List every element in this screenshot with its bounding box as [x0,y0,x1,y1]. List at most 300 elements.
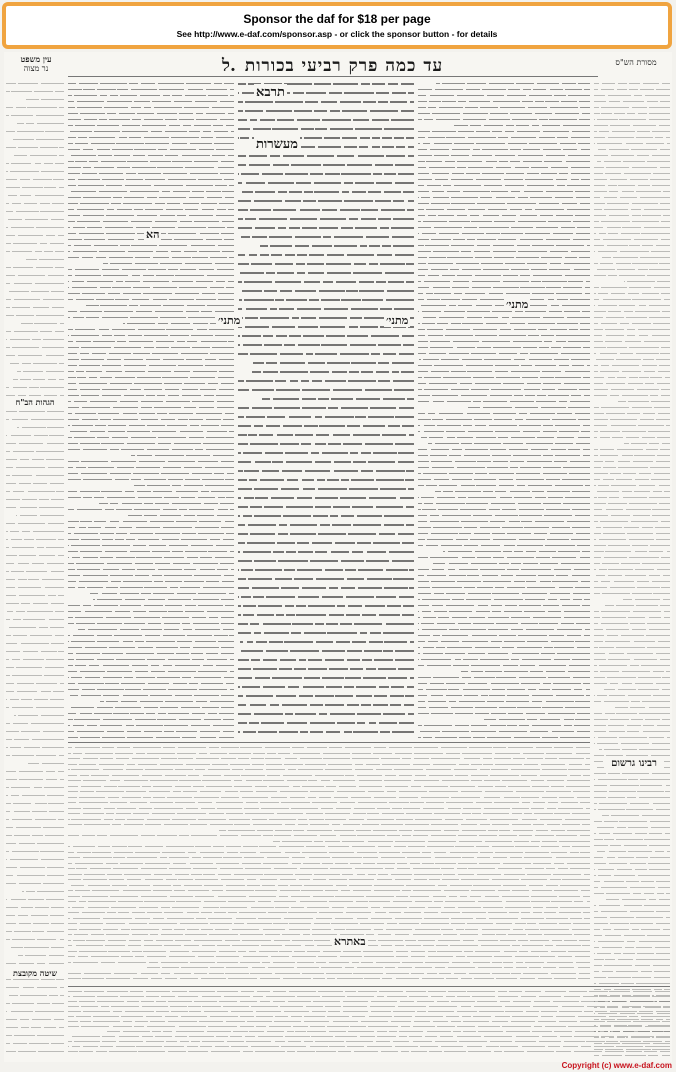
word-gap [196,818,198,821]
word-gap [507,400,510,403]
word-gap [212,472,214,475]
word-gap [475,556,477,559]
word-gap [570,238,572,241]
word-gap [111,867,113,870]
word-gap [564,520,567,523]
word-gap [501,274,503,277]
word-gap [75,682,78,685]
sponsor-subtitle[interactable]: See http://www.e-daf.com/sponsor.asp - or click the sponsor button - for details [176,29,498,39]
text-line [6,291,64,292]
word-gap [213,184,215,187]
word-gap [256,851,259,854]
word-gap [379,757,381,760]
text-line [418,731,590,732]
word-gap [444,400,447,403]
word-gap [365,790,368,793]
word-gap [312,774,314,777]
word-gap [651,172,653,175]
word-gap [247,906,250,909]
word-gap [511,358,514,361]
word-gap [45,378,47,381]
word-gap [342,91,344,94]
word-gap [577,100,579,103]
word-gap [382,785,385,788]
word-gap [378,208,381,211]
word-gap [607,178,610,181]
word-gap [203,364,206,367]
word-gap [49,946,51,949]
word-gap [389,559,392,562]
word-gap [577,939,579,942]
word-gap [218,160,221,163]
word-gap [206,917,208,920]
word-gap [658,520,661,523]
word-gap [405,397,407,400]
word-gap [494,376,496,379]
text-line [68,221,234,222]
word-gap [162,628,165,631]
word-gap [518,917,521,920]
word-gap [376,613,379,616]
word-gap [617,250,620,253]
word-gap [282,823,285,826]
word-gap [352,867,355,870]
word-gap [530,900,532,903]
word-gap [73,124,75,127]
word-gap [167,586,170,589]
word-gap [582,628,585,631]
word-gap [215,496,218,499]
word-gap [381,631,383,634]
word-gap [544,867,547,870]
word-gap [256,604,258,607]
word-gap [374,878,377,881]
word-gap [56,1026,59,1029]
text-line [238,290,414,292]
text-line [6,883,64,884]
word-gap [84,906,87,909]
word-gap [550,688,552,691]
word-gap [330,388,333,391]
word-gap [425,906,428,909]
word-gap [412,774,415,777]
word-gap [392,944,395,947]
word-gap [15,522,18,525]
word-gap [327,851,329,854]
word-gap [108,801,110,804]
word-gap [169,136,171,139]
word-gap [421,220,423,223]
word-gap [443,334,445,337]
word-gap [460,911,463,914]
word-gap [470,961,473,964]
word-gap [135,112,137,115]
word-gap [456,130,458,133]
word-gap [511,580,514,583]
word-gap [551,580,553,583]
word-gap [273,379,275,382]
word-gap [301,944,304,947]
word-gap [472,442,474,445]
word-gap [610,832,613,835]
word-gap [337,100,340,103]
word-gap [95,640,97,643]
word-gap [570,526,572,529]
word-gap [320,118,322,121]
word-gap [557,922,559,925]
word-gap [473,712,475,715]
word-gap [551,658,554,661]
word-gap [238,990,241,993]
word-gap [48,914,50,917]
word-gap [428,532,431,535]
word-gap [39,386,41,389]
word-gap [323,730,326,733]
word-gap [300,933,303,936]
word-gap [127,190,130,193]
word-gap [623,754,626,757]
word-gap [114,298,116,301]
word-gap [360,424,363,427]
word-gap [188,376,190,379]
word-gap [571,688,574,691]
word-gap [412,746,415,749]
word-gap [126,424,129,427]
word-gap [79,418,82,421]
word-gap [492,370,495,373]
word-gap [349,845,351,848]
word-gap [313,939,315,942]
word-gap [574,646,576,649]
word-gap [352,622,354,625]
word-gap [509,226,511,229]
text-line [68,769,590,770]
text-line [68,918,590,919]
word-gap [179,394,182,397]
word-gap [430,112,432,115]
word-gap [389,370,392,373]
word-gap [204,580,206,583]
word-gap [386,550,389,553]
word-gap [525,106,528,109]
word-gap [598,370,600,373]
word-gap [607,784,610,787]
word-gap [378,944,381,947]
text-line [418,581,590,582]
word-gap [151,490,153,493]
word-gap [179,388,182,391]
word-gap [581,774,583,777]
word-gap [17,410,19,413]
word-gap [500,544,503,547]
word-gap [614,838,616,841]
word-gap [49,498,51,501]
word-gap [13,826,16,829]
word-gap [16,594,19,597]
word-gap [490,250,493,253]
word-gap [11,978,13,981]
word-gap [650,490,652,493]
word-gap [174,730,177,733]
word-gap [663,136,665,139]
word-gap [190,322,193,325]
word-gap [448,178,451,181]
word-gap [224,972,226,975]
word-gap [32,818,35,821]
word-gap [540,682,543,685]
word-gap [601,700,604,703]
word-gap [277,667,279,670]
word-gap [281,917,284,920]
word-gap [599,286,601,289]
word-gap [490,538,493,541]
word-gap [605,574,608,577]
word-gap [121,358,124,361]
word-gap [543,944,546,947]
word-gap [329,823,331,826]
word-gap [574,436,577,439]
word-gap [103,944,105,947]
word-gap [639,784,641,787]
word-gap [71,400,73,403]
text-line [238,659,414,661]
word-gap [183,911,186,914]
word-gap [70,424,72,427]
word-gap [632,478,635,481]
word-gap [463,88,466,91]
word-gap [597,496,599,499]
word-gap [310,878,313,881]
word-gap [237,911,239,914]
word-gap [114,166,116,169]
text-line [418,281,590,282]
word-gap [412,900,415,903]
word-gap [517,950,519,953]
text-line [418,365,590,366]
word-gap [431,676,433,679]
word-gap [56,754,59,757]
word-gap [137,94,140,97]
word-gap [242,181,245,184]
word-gap [420,598,422,601]
word-gap [466,972,469,975]
word-gap [582,88,584,91]
word-gap [118,995,120,998]
text-line [594,911,670,912]
word-gap [213,664,216,667]
word-gap [508,652,511,655]
word-gap [558,736,560,739]
word-gap [354,966,357,969]
word-gap [27,578,29,581]
word-gap [433,292,435,295]
word-gap [543,884,546,887]
word-gap [460,757,463,760]
word-gap [423,292,426,295]
word-gap [272,972,275,975]
word-gap [41,1026,44,1029]
word-gap [118,244,120,247]
word-gap [403,939,405,942]
word-gap [310,801,313,804]
word-gap [449,796,451,799]
word-gap [99,334,102,337]
word-gap [97,376,100,379]
sponsor-banner[interactable] [2,2,672,49]
word-gap [650,670,653,673]
word-gap [119,268,122,271]
word-gap [333,862,335,865]
word-gap [232,917,235,920]
word-gap [432,966,435,969]
word-gap [654,538,656,541]
word-gap [451,768,453,771]
word-gap [530,292,533,295]
word-gap [202,466,205,469]
word-gap [558,801,561,804]
word-gap [440,730,442,733]
word-gap [572,724,574,727]
word-gap [167,610,169,613]
text-line [594,701,670,702]
word-gap [653,652,656,655]
word-gap [274,388,276,391]
word-gap [541,604,543,607]
word-gap [319,451,322,454]
word-gap [425,274,428,277]
word-gap [198,995,201,998]
word-gap [69,544,71,547]
word-gap [657,1000,659,1003]
word-gap [278,1005,280,1008]
word-gap [355,721,357,724]
word-gap [342,685,344,688]
word-gap [502,670,505,673]
word-gap [138,406,141,409]
word-gap [224,851,227,854]
word-gap [216,298,218,301]
word-gap [43,186,45,189]
word-gap [449,448,452,451]
word-gap [176,364,178,367]
word-gap [147,520,150,523]
word-gap [508,160,510,163]
word-gap [109,202,112,205]
word-gap [382,514,385,517]
word-gap [598,262,600,265]
word-gap [640,412,643,415]
word-gap [185,340,187,343]
word-gap [193,412,196,415]
word-gap [552,112,554,115]
word-gap [177,834,180,837]
word-gap [575,226,577,229]
word-gap [540,472,543,475]
sponsor-title[interactable]: Sponsor the daf for $18 per page [243,12,431,26]
word-gap [426,262,428,265]
word-gap [596,352,599,355]
word-gap [606,544,608,547]
word-gap [104,496,107,499]
word-gap [389,118,391,121]
word-gap [273,694,276,697]
word-gap [488,502,491,505]
word-gap [250,995,253,998]
word-gap [473,436,476,439]
word-gap [606,214,609,217]
word-gap [284,478,287,481]
word-gap [516,939,518,942]
word-gap [183,208,185,211]
word-gap [529,280,531,283]
text-line [594,269,670,270]
word-gap [326,442,328,445]
word-gap [482,790,485,793]
word-gap [450,202,452,205]
word-gap [308,730,311,733]
word-gap [318,424,320,427]
word-gap [217,370,219,373]
word-gap [246,577,248,580]
word-gap [139,1005,142,1008]
word-gap [594,826,597,829]
word-gap [10,618,13,621]
word-gap [218,460,221,463]
word-gap [95,88,97,91]
word-gap [418,304,420,307]
word-gap [632,964,635,967]
word-gap [295,823,298,826]
word-gap [125,334,128,337]
word-gap [160,94,163,97]
word-gap [508,460,510,463]
word-gap [141,604,144,607]
word-gap [213,136,216,139]
word-gap [455,496,458,499]
word-gap [660,586,662,589]
word-gap [169,256,171,259]
word-gap [471,812,473,815]
word-gap [650,514,652,517]
word-gap [525,262,527,265]
word-gap [327,550,330,553]
word-gap [558,622,561,625]
word-gap [618,232,621,235]
word-gap [155,322,158,325]
word-gap [78,785,81,788]
word-gap [299,487,302,490]
word-gap [653,136,655,139]
word-gap [324,818,326,821]
word-gap [365,873,368,876]
word-gap [161,622,164,625]
word-gap [178,586,180,589]
word-gap [620,430,622,433]
text-line [68,533,234,534]
word-gap [227,752,229,755]
word-gap [122,598,125,601]
word-gap [497,1000,500,1003]
word-gap [56,818,58,821]
word-gap [452,142,454,145]
word-gap [271,460,273,463]
word-gap [605,136,608,139]
word-gap [458,532,460,535]
word-gap [79,520,81,523]
word-gap [57,778,60,781]
word-gap [214,400,217,403]
word-gap [386,280,388,283]
